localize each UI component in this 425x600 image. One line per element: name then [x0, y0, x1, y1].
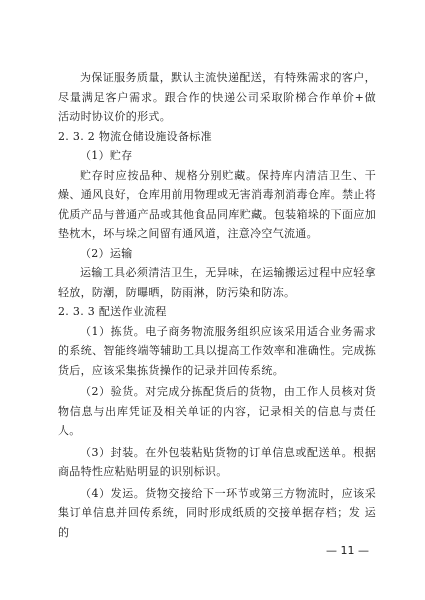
page-content: [58, 68, 376, 542]
transport-subheading: （2）运输: [80, 246, 133, 260]
picking-step-paragraph: （1）拣货。电子商务物流服务组织应该采用适合业务需求的系统、智能终端等辅助工具以提高工作效率和准确性。完成拣货后，应该采集拣货操作的记录并回传系统。: [58, 324, 376, 377]
section-2-3-3-heading: 2. 3. 3 配送作业流程: [58, 305, 167, 318]
inspection-step-paragraph: （2）验货。对完成分拣配货后的货物，由工作人员核对货物信息与出库凭证及相关单证的内容，记录相关的信息与责任人。: [58, 385, 376, 437]
shipping-step-paragraph: （4）发运。货物交接给下一环节或第三方物流时，应该采集订单信息并回传系统，同时形成纸质的交接单据存档；发 运的: [58, 486, 376, 539]
packing-step-paragraph: （3）封装。在外包装粘贴货物的订单信息或配送单。根据商品特性应粘贴明显的识别标识。: [58, 445, 376, 478]
intro-paragraph: 为保证服务质量，默认主流快递配送，有特殊需求的客户，尽量满足客户需求。跟合作的快递公司采取阶梯合作单价+做 活动时协议价的形式。: [58, 71, 376, 123]
transport-paragraph: 运输工具必须清洁卫生，无异味，在运输搬运过程中应轻拿轻放，防潮，防曝晒，防雨淋，防污染和防冻。: [58, 266, 376, 299]
page-number: — 11 —: [326, 544, 369, 557]
storage-paragraph: 贮存时应按品种、规格分别贮藏。保持库内清洁卫生、干燥、通风良好，仓库用前用物理或无害消毒剂消毒仓库。禁止将优质产品与普通产品或其他食品同库贮藏。包装箱垛的下面应加垫枕木，坏与垛之间留有通风道，注意冷空气流通。: [58, 168, 376, 240]
section-2-3-2-heading: 2. 3. 2 物流仓储设施设备标准: [58, 129, 212, 143]
storage-subheading: （1）贮存: [80, 149, 133, 162]
